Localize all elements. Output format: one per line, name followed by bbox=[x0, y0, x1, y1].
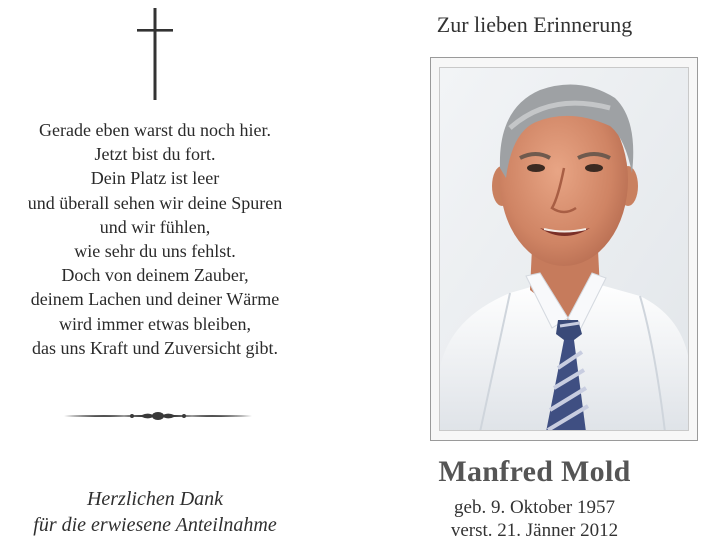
life-dates bbox=[360, 496, 709, 542]
poem-line: wird immer etwas bleiben, bbox=[59, 313, 251, 334]
poem-line: und überall sehen wir deine Spuren bbox=[27, 192, 283, 213]
ornament-divider bbox=[62, 405, 254, 427]
portrait-image bbox=[440, 68, 689, 431]
cross-icon bbox=[137, 8, 173, 100]
thanks-line-2: für die erwiesene Anteilnahme bbox=[33, 514, 277, 536]
death-date: verst. 21. Jänner 2012 bbox=[450, 520, 619, 541]
poem-line: und wir fühlen, bbox=[99, 216, 211, 237]
thanks-line-1: Herzlichen Dank bbox=[86, 488, 224, 510]
left-page bbox=[0, 0, 350, 544]
portrait-photo bbox=[439, 67, 689, 431]
deceased-name: Manfred Mold bbox=[438, 455, 631, 488]
poem-line: das uns Kraft und Zuversicht gibt. bbox=[32, 337, 278, 358]
poem-line: Doch von deinem Zauber, bbox=[61, 265, 249, 286]
poem-line: Jetzt bist du fort. bbox=[94, 144, 216, 165]
thanks-note bbox=[0, 486, 310, 538]
portrait-frame bbox=[430, 57, 698, 441]
poem-line: wie sehr du uns fehlst. bbox=[74, 241, 236, 262]
memorial-heading: Zur lieben Erinnerung bbox=[436, 12, 633, 37]
poem-line: Dein Platz ist leer bbox=[90, 168, 220, 189]
poem-line: deinem Lachen und deiner Wärme bbox=[30, 289, 280, 310]
birth-date: geb. 9. Oktober 1957 bbox=[454, 497, 615, 518]
poem-line: Gerade eben warst du noch hier. bbox=[39, 120, 271, 140]
poem bbox=[0, 118, 310, 360]
right-page bbox=[360, 0, 709, 544]
